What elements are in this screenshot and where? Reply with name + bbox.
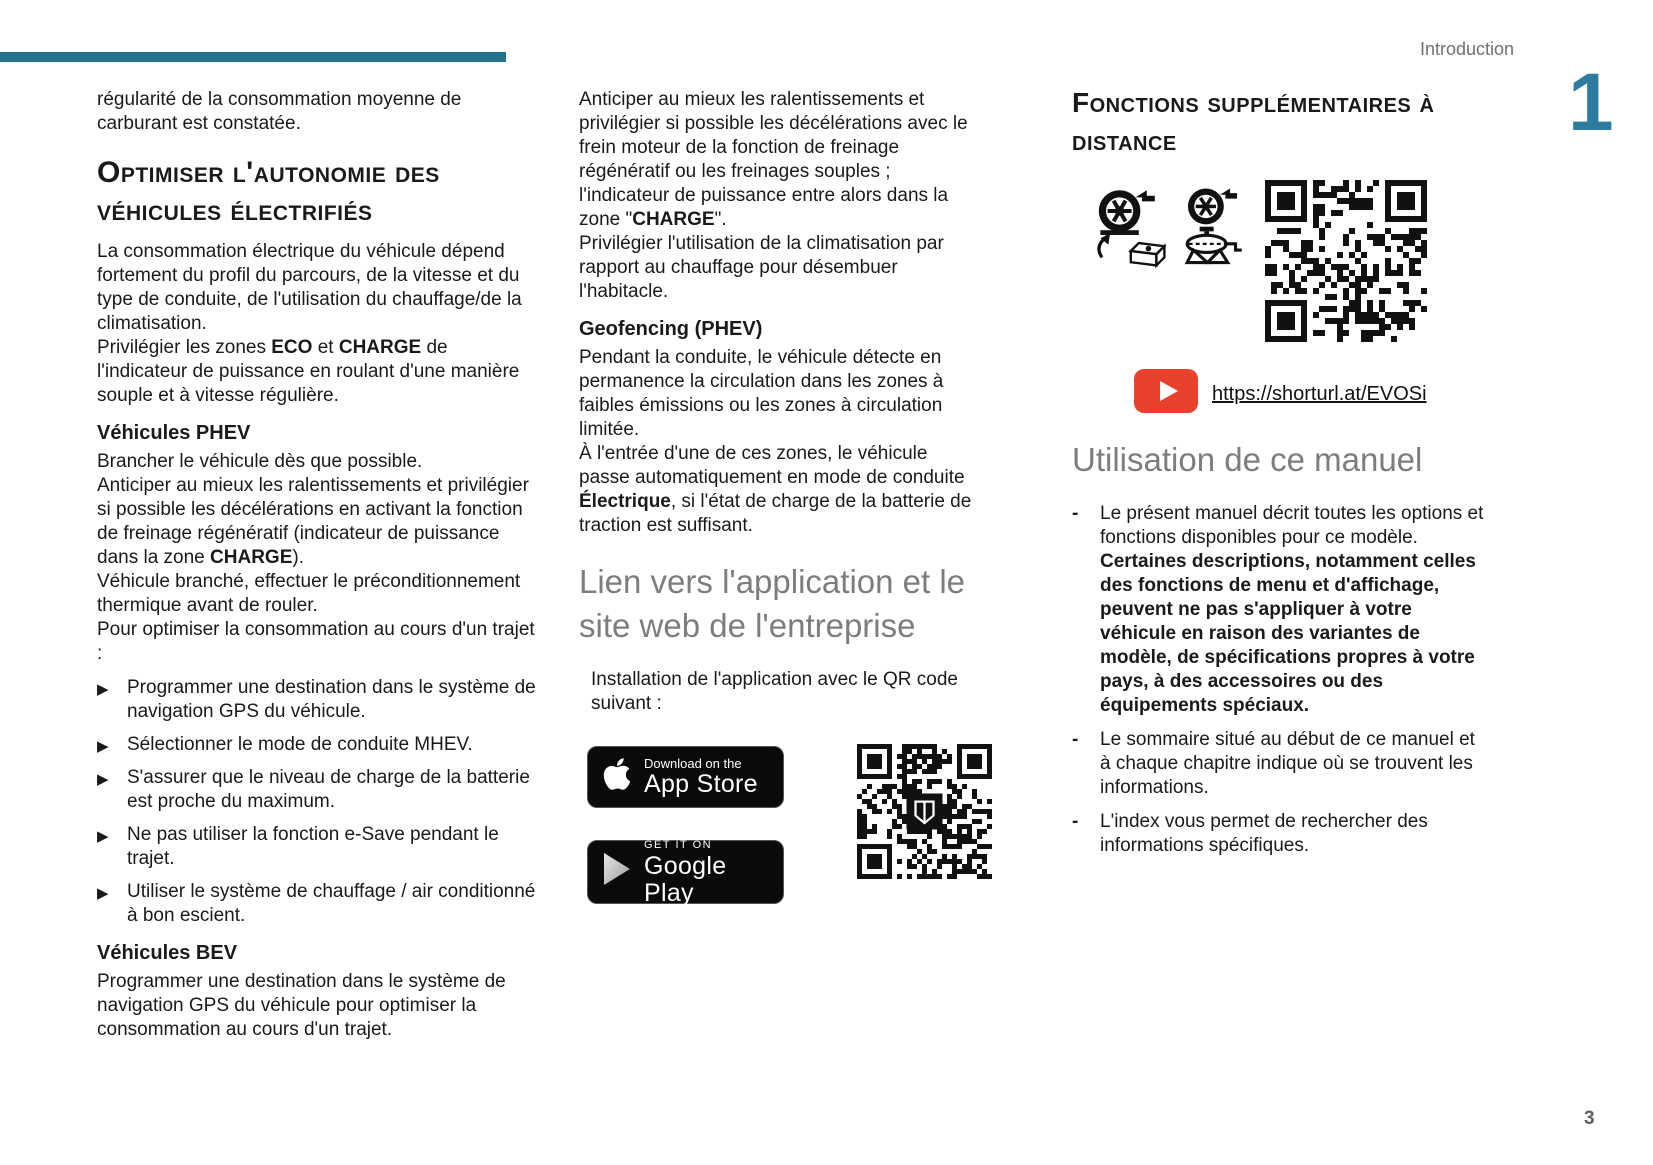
google-play-triangle-icon (602, 852, 632, 893)
apple-logo-icon (602, 756, 632, 799)
bullet-item: ▶ Utiliser le système de chauffage / air conditionné à bon escient. (97, 881, 536, 926)
column-middle (579, 88, 981, 931)
running-header: Introduction (1420, 39, 1515, 59)
column-left (97, 88, 537, 1042)
paragraph: Programmer une destination dans le système de navigation GPS du véhicule pour optimiser la consommation au cours d'un trajet. (97, 971, 506, 1040)
bullet-arrow-icon: ▶ (97, 681, 109, 698)
chapter-heading: Fonctions supplémentaires à distance (1072, 87, 1435, 156)
paragraph: Véhicule branché, effectuer le préconditionnement thermique avant de rouler. (97, 571, 521, 616)
google-play-badge-line1: GET IT ON (644, 838, 713, 851)
bullet-item: ▶ Programmer une destination dans le système de navigation GPS du véhicule. (97, 677, 536, 722)
bullet-arrow-icon: ▶ (97, 738, 109, 755)
dash-item: - Le sommaire situé au début de ce manuel et à chaque chapitre indique où se trouvent les informations. (1072, 729, 1475, 798)
chapter-number: 1 (1568, 57, 1614, 148)
app-store-badge-line2: App Store (644, 770, 758, 798)
google-play-badge[interactable] (587, 838, 784, 907)
paragraph: Privilégier l'utilisation de la climatisation par rapport au chauffage pour désembuer l'habitacle. (579, 233, 944, 302)
bullet-arrow-icon: ▶ (97, 885, 109, 902)
tire-jack-icon (1170, 186, 1248, 283)
app-store-badge[interactable] (587, 746, 784, 808)
paragraph: régularité de la consommation moyenne de carburant est constatée. (97, 89, 462, 134)
app-download-area (579, 746, 981, 931)
chapter-heading: Optimiser l'autonomie des véhicules électrifiés (97, 156, 440, 227)
sub-heading: Geofencing (PHEV) (579, 318, 763, 340)
bullet-arrow-icon: ▶ (97, 828, 109, 845)
bullet-arrow-icon: ▶ (97, 771, 109, 788)
app-store-badge-line1: Download on the (644, 756, 742, 771)
page-number: 3 (1584, 1108, 1595, 1129)
paragraph: Anticiper au mieux les ralentissements et privilégier si possible les décélérations avec le frein moteur de la fonction de freinage régénératif ou les freinages souples ; l'indicateur de puissance entre alors dans la zone "CHARGE". (579, 89, 968, 230)
paragraph: Pour optimiser la consommation au cours d'un trajet : (97, 619, 535, 664)
paragraph: Pendant la conduite, le véhicule détecte en permanence la circulation dans les zones à faibles émissions ou les zones à circulation limitée. (579, 347, 944, 440)
bullet-item: ▶ Sélectionner le mode de conduite MHEV. (97, 733, 537, 757)
google-play-badge-line2: Google Play (644, 851, 727, 907)
sub-heading: Véhicules PHEV (97, 422, 251, 444)
section-heading: Lien vers l'application et le site web de l'entreprise (579, 563, 966, 644)
youtube-icon[interactable] (1134, 369, 1198, 420)
tire-repair-kit-icon (1086, 186, 1166, 283)
video-qr-code (1265, 180, 1427, 342)
remote-functions-area (1072, 182, 1486, 350)
bullet-item: ▶ Ne pas utiliser la fonction e-Save pendant le trajet. (97, 824, 499, 869)
paragraph: Anticiper au mieux les ralentissements et privilégier si possible les décélérations en activant la fonction de freinage régénératif (indicateur de puissance dans la zone CHARGE). (97, 475, 529, 568)
dash-marker: - (1072, 503, 1079, 524)
section-heading: Utilisation de ce manuel (1072, 441, 1423, 478)
app-qr-code (857, 744, 992, 879)
chapter-accent-bar (0, 52, 506, 62)
paragraph: Brancher le véhicule dès que possible. (97, 451, 423, 472)
video-link-row (1134, 372, 1486, 416)
dash-marker: - (1072, 729, 1079, 750)
video-link[interactable]: https://shorturl.at/EVOSi (1212, 383, 1427, 405)
dash-marker: - (1072, 811, 1079, 832)
paragraph: Installation de l'application avec le QR code suivant : (591, 669, 958, 714)
paragraph: À l'entrée d'une de ces zones, le véhicule passe automatiquement en mode de conduite Électrique, si l'état de charge de la batterie de traction est suffisant. (579, 443, 972, 536)
dash-item: - L'index vous permet de rechercher des informations spécifiques. (1072, 811, 1428, 856)
dash-item: - Le présent manuel décrit toutes les options et fonctions disponibles pour ce modèle. Certaines descriptions, notamment celles des fonctions de menu et d'affichage, peuvent ne pas s'appliquer à votre véhicule en raison des variantes de modèle, de spécifications propres à votre pays, à des accessoires ou des équipements spéciaux. (1072, 503, 1484, 716)
column-right (1072, 84, 1486, 868)
sub-heading: Véhicules BEV (97, 942, 238, 964)
paragraph: Privilégier les zones ECO et CHARGE de l'indicateur de puissance en roulant d'une manière souple et à vitesse régulière. (97, 337, 520, 406)
bullet-item: ▶ S'assurer que le niveau de charge de la batterie est proche du maximum. (97, 767, 530, 812)
paragraph: La consommation électrique du véhicule dépend fortement du profil du parcours, de la vitesse et du type de conduite, de l'utilisation du chauffage/de la climatisation. (97, 241, 522, 334)
